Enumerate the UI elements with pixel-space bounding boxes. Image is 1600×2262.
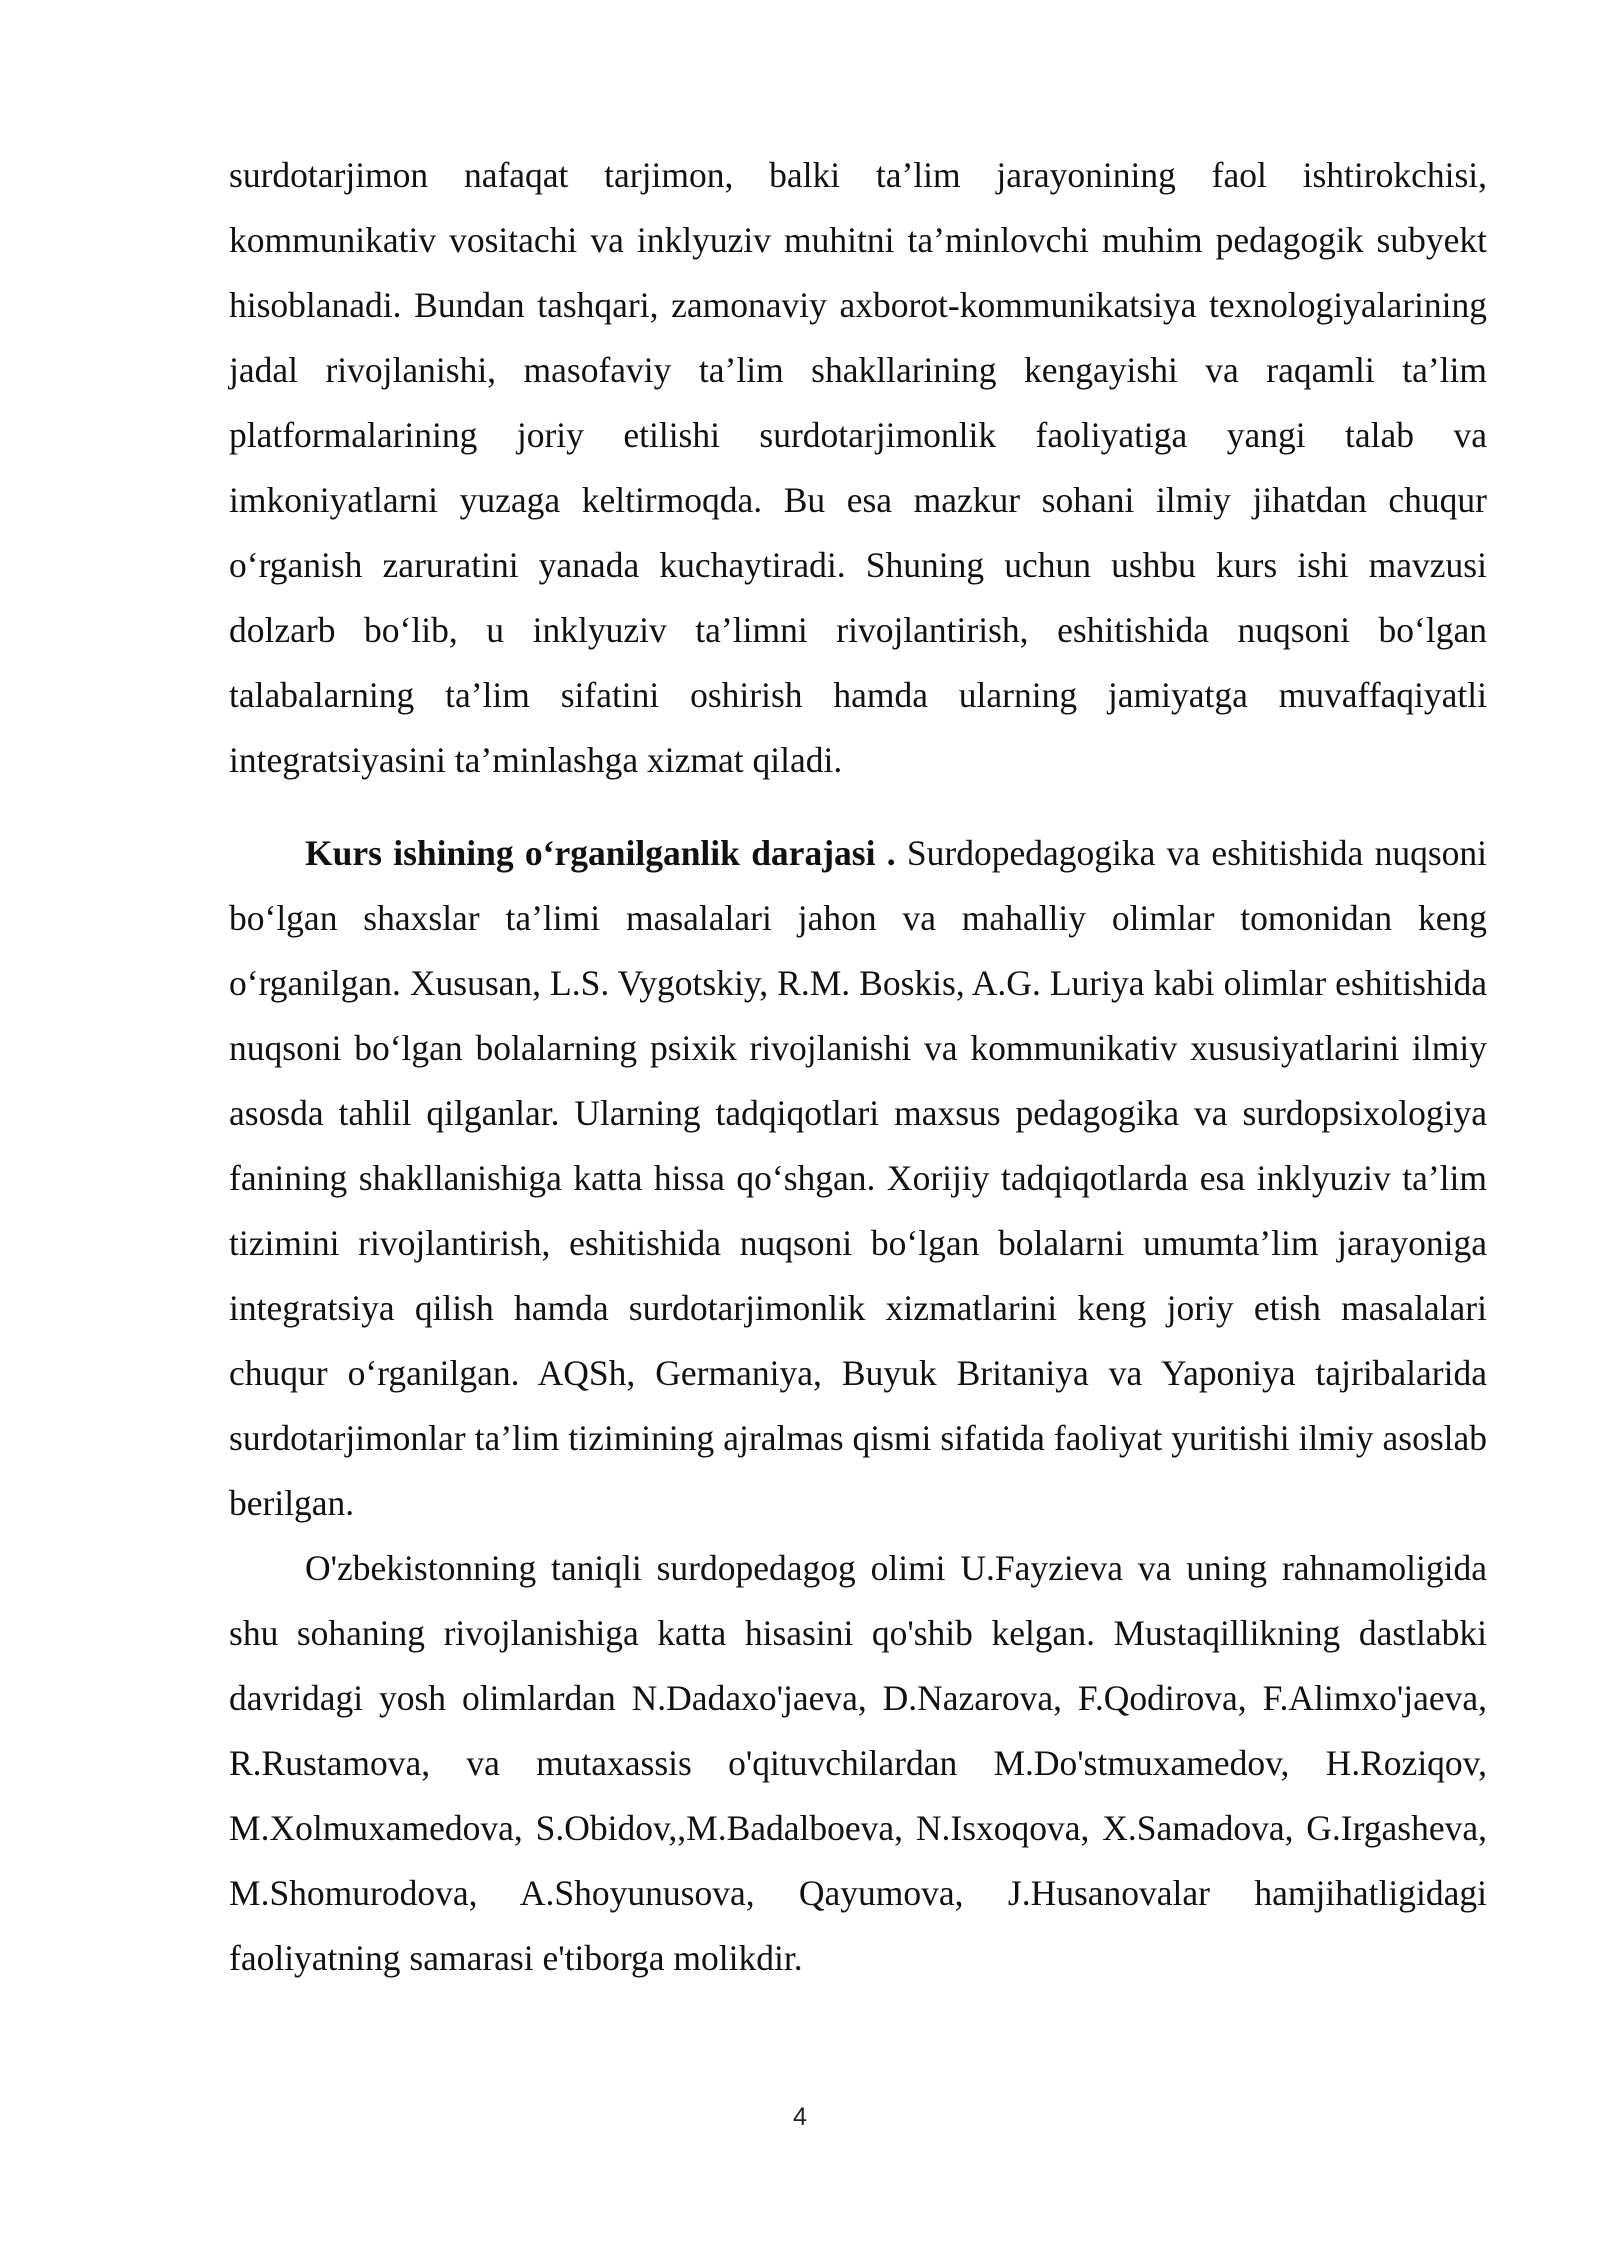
paragraph-text: Surdopedagogika va eshitishida nuqsoni bo‘lgan shaxslar ta’limi masalalari jahon va mahalliy olimlar tomonidan keng o‘rganilgan. Xususan, L.S. Vygotskiy, R.M. Boskis, A.G. Luriya kabi olimlar eshitishida nuqsoni bo‘lgan bolalarning psixik rivojlanishi va kommunikativ xususiyatlarini ilmiy asosda tahlil qilganlar. Ularning tadqiqotlari maxsus pedagogika va surdopsixologiya fanining shakllanishiga katta hissa qo‘shgan. Xorijiy tadqiqotlarda esa inklyuziv ta’lim tizimini rivojlantirish, eshitishida nuqsoni bo‘lgan bolalarni umumta’lim jarayoniga integratsiya qilish hamda surdotarjimonlik xizmatlarini keng joriy etish masalalari chuqur o‘rganilgan. AQSh, Germaniya, Buyuk Britaniya va Yaponiya tajribalarida surdotarjimonlar ta’lim tizimining ajralmas qismi sifatida faoliyat yuritishi ilmiy asoslab berilgan. [229, 833, 1487, 1523]
body-text [229, 143, 1487, 1991]
page-number: 4 [793, 2103, 807, 2131]
section-heading: Kurs ishining o‘rganilganlik darajasi . [305, 833, 896, 873]
paragraph-text: O'zbekistonning taniqli surdopedagog olimi U.Fayzieva va uning rahnamoligida shu sohaning rivojlanishiga katta hisasini qo'shib kelgan. Mustaqillikning dastlabki davridagi yosh olimlardan N.Dadaxo'jaeva, D.Nazarova, F.Qodirova, F.Alimxo'jaeva, R.Rustamova, va mutaxassis o'qituvchilardan M.Do'stmuxamedov, H.Roziqov, M.Xolmuxamedova, S.Obidov,,M.Badalboeva, N.Isxoqova, X.Samadova, G.Irgasheva, M.Shomurodova, A.Shoyunusova, Qayumova, J.Husanovalar hamjihatligidagi faoliyatning samarasi e'tiborga molikdir. [229, 1548, 1487, 1978]
paragraph-continuation [229, 143, 1487, 793]
paragraph-text: surdotarjimon nafaqat tarjimon, balki ta’lim jarayonining faol ishtirokchisi, kommunikativ vositachi va inklyuziv muhitni ta’minlovchi muhim pedagogik subyekt hisoblanadi. Bundan tashqari, zamonaviy axborot-kommunikatsiya texnologiyalarining jadal rivojlanishi, masofaviy ta’lim shakllarining kengayishi va raqamli ta’lim platformalarining joriy etilishi surdotarjimonlik faoliyatiga yangi talab va imkoniyatlarni yuzaga keltirmoqda. Bu esa mazkur sohani ilmiy jihatdan chuqur o‘rganish zaruratini yanada kuchaytiradi. Shuning uchun ushbu kurs ishi mavzusi dolzarb bo‘lib, u inklyuziv ta’limni rivojlantirish, eshitishida nuqsoni bo‘lgan talabalarning ta’lim sifatini oshirish hamda ularning jamiyatga muvaffaqiyatli integratsiyasini ta’minlashga xizmat qiladi. [229, 155, 1487, 780]
paragraph-uzbek-scholars [229, 1536, 1487, 1991]
paragraph-study-level [229, 821, 1487, 1536]
